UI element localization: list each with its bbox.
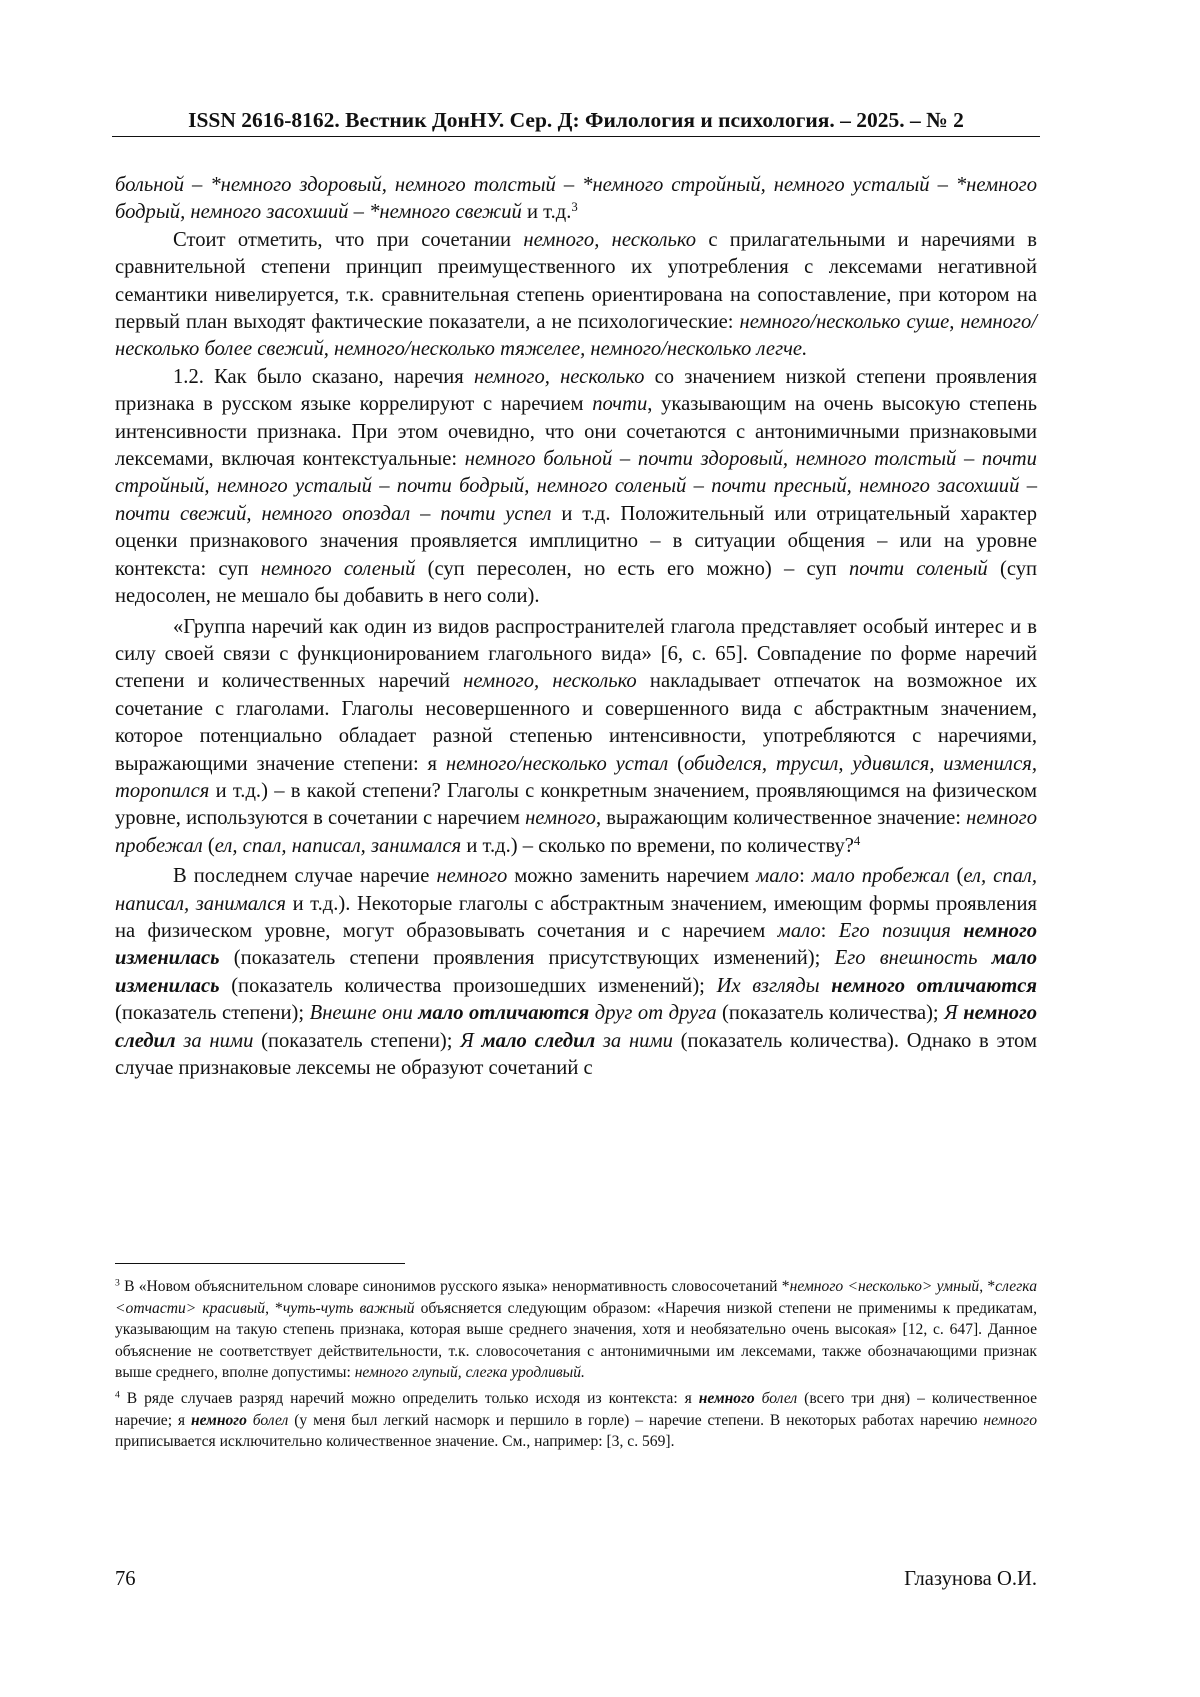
text-run: , *	[265, 1299, 283, 1317]
text-run: немного следил	[115, 1002, 1037, 1052]
text-run: немного	[983, 1411, 1037, 1429]
text-run: немного, несколько	[463, 670, 637, 693]
text-run: слегка <отчасти> красивый	[115, 1278, 1037, 1317]
footnote-marker: 3	[115, 1277, 120, 1289]
main-text	[115, 172, 1037, 1082]
text-run: за ними	[175, 1029, 254, 1052]
author-name: Глазунова О.И.	[904, 1568, 1037, 1590]
text-run: Внешне они	[309, 1002, 419, 1025]
footnote-separator	[115, 1263, 405, 1264]
text-run: В ряде случаев разряд наречий можно определить только исходя из контекста: я	[119, 1389, 699, 1407]
text-run: друг от друга	[589, 1002, 717, 1025]
text-run: :	[820, 919, 839, 942]
footnote-3	[115, 1276, 1037, 1384]
text-run: с прилагательными и наречиями в сравнительной степени принцип преимущественного их употребления с лексемами негативной семантики нивелируется, т.к. сравнительная степень ориентирована на сопоставление, при котором на первый план выходят фактические показатели, а не психологические:	[115, 228, 1037, 334]
text-run: Его внешность	[834, 947, 992, 970]
text-run: болел	[246, 1411, 289, 1429]
text-run: мало пробежал	[811, 865, 950, 888]
text-run: мало изменилась	[115, 947, 1037, 997]
page-footer	[115, 1568, 1037, 1591]
text-run: , *	[979, 1278, 996, 1295]
text-run: немного больной – почти здоровый, немного толстый – почти стройный, немного усталый – почти бодрый, немного соленый – почти пресный, немного засохший – почти свежий, немного опоздал – почти успел	[115, 448, 1037, 525]
paragraph-5	[115, 863, 1037, 1082]
text-run: мало	[756, 865, 800, 888]
text-run: (	[668, 752, 684, 775]
text-run: (у меня был легкий насморк и першило в горле) – наречие степени. В некоторых работах наречию	[288, 1411, 984, 1429]
text-run: (показатель количества). Однако в этом случае признаковые лексемы не образуют сочетаний с	[115, 1029, 1037, 1079]
text-run: (показатель количества произошедших изменений);	[219, 974, 717, 997]
text-run: (всего три дня) – количественное наречие; я	[115, 1389, 1038, 1429]
text-run: ел, спал, написал, занимался	[214, 834, 462, 857]
text-run: немного, несколько	[523, 228, 697, 251]
text-run: и т.д. Положительный или отрицательный характер оценки признакового значения проявляется имплицитно – в ситуации общения – или на уровне контекста: суп	[115, 502, 1037, 580]
paragraph-1	[115, 172, 1037, 227]
text-run: :	[799, 865, 812, 888]
footnotes	[115, 1276, 1037, 1453]
text-run: немного изменилась	[115, 919, 1038, 970]
text-run: , указывающим на очень высокую степень интенсивности признака. При этом очевидно, что они сочетаются с антонимичными признаковыми лексемами, включая контекстуальные:	[115, 393, 1038, 471]
paragraph-2	[115, 227, 1037, 364]
text-run: немного соленый	[260, 557, 416, 580]
text-run: немного	[525, 807, 596, 830]
text-run: обиделся, трусил, удивился, изменился, торопился	[115, 752, 1038, 802]
text-run: , выражающим количественное значение:	[595, 807, 967, 830]
text-run: (	[949, 865, 964, 888]
text-run: мало отличаются	[418, 1002, 590, 1025]
text-run: «Группа наречий как один из видов распространителей глагола представляет особый интерес и в силу своей связи с функционированием глагольного вида» [6, с. 65]. Совпадение по форме наречий степени и количественных наречий	[115, 615, 1037, 693]
text-run: немного	[436, 865, 508, 888]
text-run: немного отличаются	[831, 974, 1037, 997]
text-run: и т.д.) – в какой степени? Глаголы с конкретным значением, проявляющимся на физическом уровне, используются в сочетании с наречием	[115, 779, 1037, 830]
text-run: чуть-чуть важный	[282, 1299, 415, 1317]
text-run: накладывает отпечаток на возможное их сочетание с глаголами. Глаголы несовершенного и совершенного вида с абстрактным значением, которое потенциально обладает разной степенью интенсивности, употребляются с наречиями, выражающими значение степени: я	[115, 670, 1038, 775]
text-run: мало следил	[481, 1029, 596, 1052]
text-run: больной – *немного здоровый, немного толстый – *немного стройный, немного усталый – *немного бодрый, немного засохший – *немного свежий	[115, 174, 1037, 224]
text-run: 1.2. Как было сказано, наречия	[173, 365, 474, 388]
text-run: ел, спал, написал, занимался	[115, 865, 1037, 915]
text-run: Их взгляды	[716, 974, 832, 997]
text-run: (показатель степени проявления присутствующих изменений);	[219, 947, 835, 970]
text-run: немного пробежал	[115, 807, 1038, 857]
text-run: (показатель степени);	[253, 1029, 461, 1052]
text-run: и т.д.). Некоторые глаголы с абстрактным значением, имеющим формы проявления на физическом уровне, могут образовывать сочетания и с наречием	[115, 892, 1037, 942]
page-number: 76	[115, 1568, 136, 1590]
text-run: и т.д.	[521, 201, 572, 224]
text-run: Я	[944, 1002, 964, 1025]
text-run: Его позиция	[838, 919, 964, 942]
text-run: (суп недосолен, не мешало бы добавить в него соли).	[115, 557, 1038, 608]
text-run: объясняется следующим образом: «Наречия низкой степени не применимы к предикатам, указывающим на такую степень признака, которая выше среднего значения, хотя и необязательно очень высокая» [12, с. 647]. Данное объяснение не соответствует действительности, т.к. словосочетания с антонимичными им лексемами, также обозначающими признак выше среднего, вполне допустимы:	[115, 1299, 1038, 1382]
text-run: Я	[460, 1029, 482, 1052]
text-run: и т.д.) – сколько по времени, по количеству?	[461, 834, 854, 857]
text-run: мало	[777, 919, 821, 942]
text-run: немного	[190, 1411, 247, 1429]
text-run: (суп пересолен, но есть его можно) – суп	[415, 557, 849, 580]
text-run: немного, несколько	[473, 365, 645, 388]
footnote-marker: 3	[571, 200, 578, 215]
text-run: немного <несколько> умный	[789, 1278, 980, 1295]
text-run: почти	[592, 393, 648, 416]
footnote-4	[115, 1388, 1037, 1453]
text-run: немного	[698, 1389, 755, 1407]
footnote-marker: 4	[853, 833, 861, 848]
text-run: В последнем случае наречие	[173, 865, 437, 888]
text-run: Стоит отметить, что при сочетании	[173, 228, 524, 251]
running-header: ISSN 2616-8162. Вестник ДонНУ. Сер. Д: Филология и психология. – 2025. – № 2	[112, 108, 1040, 137]
text-run: почти соленый	[848, 557, 988, 580]
text-run: (	[202, 834, 215, 857]
paragraph-3	[115, 364, 1037, 611]
text-run: (показатель степени);	[115, 1002, 310, 1025]
text-run: за ними	[595, 1029, 673, 1052]
text-run: немного/несколько устал	[445, 752, 669, 775]
text-run: болел	[754, 1389, 798, 1407]
paragraph-4	[115, 614, 1037, 861]
text-run: можно заменить наречием	[507, 865, 757, 888]
text-run: со значением низкой степени проявления признака в русском языке коррелируют с наречием	[115, 365, 1037, 416]
text-run: (показатель количества);	[716, 1002, 945, 1025]
text-run: немного глупый, слегка уродливый.	[354, 1364, 585, 1382]
text-run: немного/несколько суше, немного/несколько более свежий, немного/несколько тяжелее, немного/несколько легче.	[115, 311, 1037, 361]
footnote-marker: 4	[115, 1389, 120, 1401]
text-run: приписывается исключительно количественное значение. См., например: [3, с. 569].	[115, 1433, 675, 1451]
text-run: В «Новом объяснительном словаре синонимов русского языка» ненормативность словосочетаний *	[119, 1278, 790, 1295]
